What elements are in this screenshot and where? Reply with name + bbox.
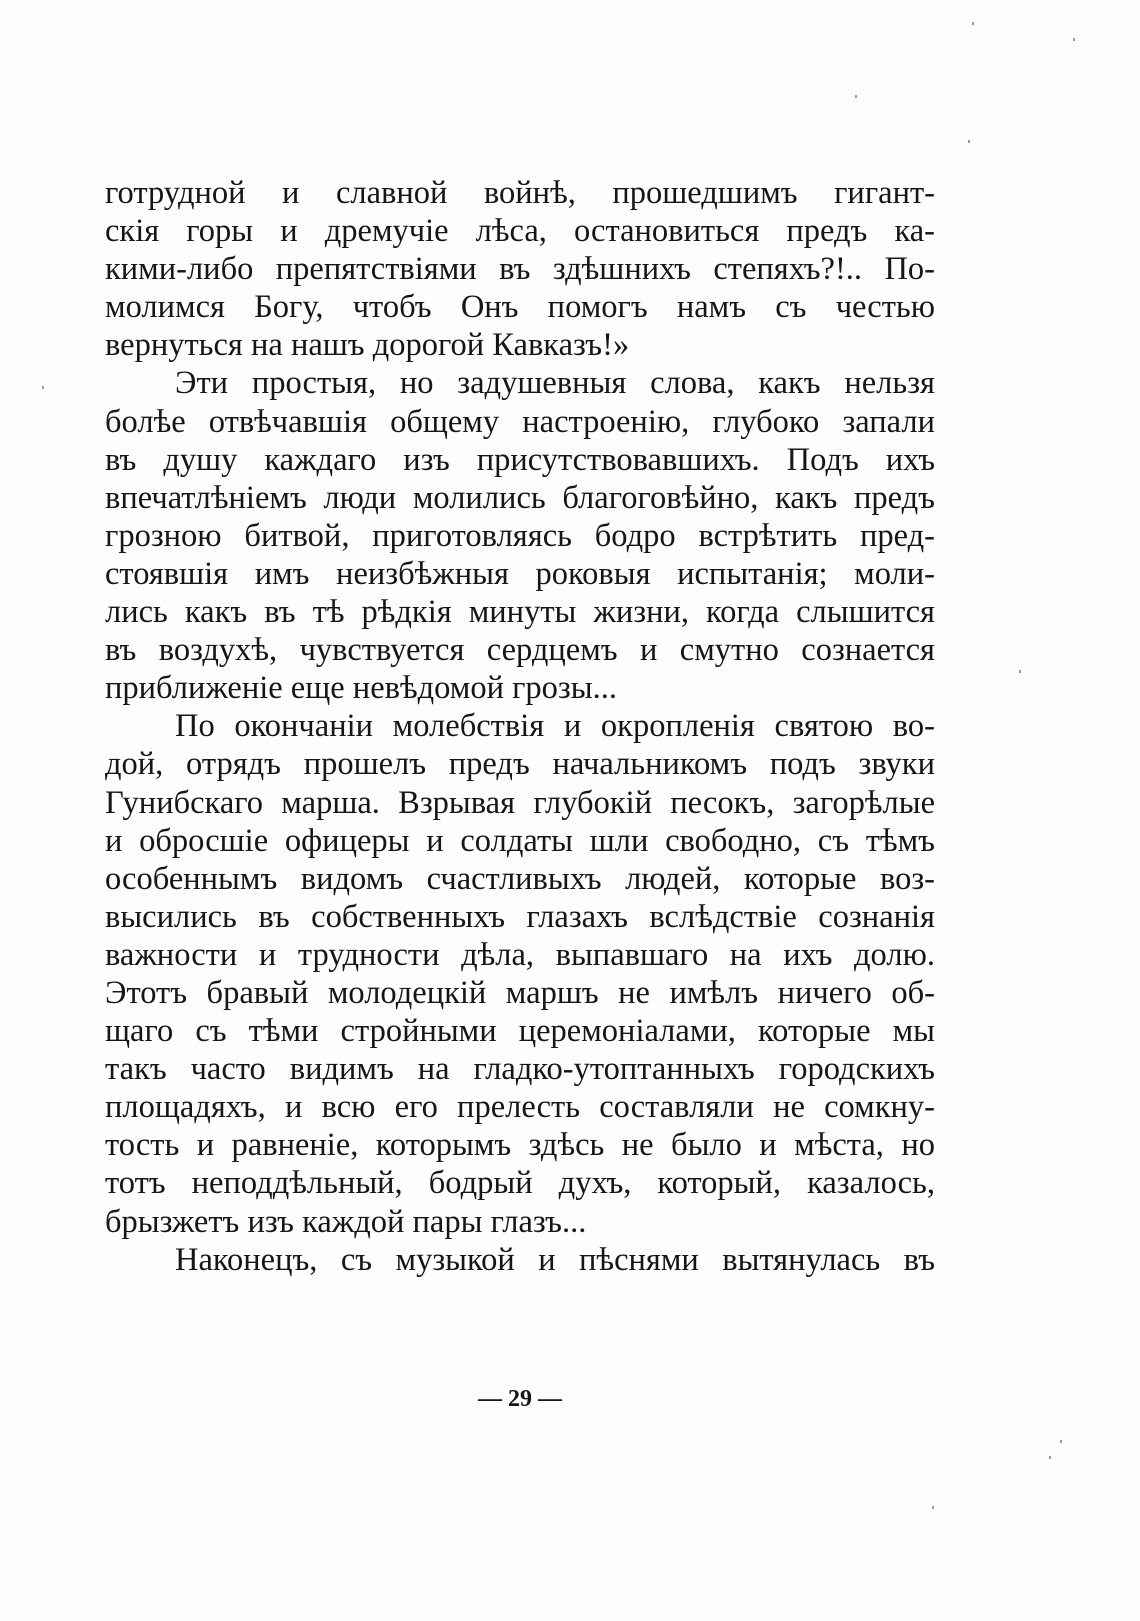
text-line: По окончаніи молебствія и окропленія святою во-	[175, 708, 935, 745]
scan-speck	[1049, 1456, 1051, 1459]
scan-speck	[1073, 38, 1075, 41]
text-line: тость и равненіе, которымъ здѣсь не было и мѣста, но	[105, 1127, 935, 1164]
text-line: болѣе отвѣчавшія общему настроенію, глубоко запали	[105, 403, 935, 440]
text-line: въ душу каждаго изъ присутствовавшихъ. Подъ ихъ	[105, 441, 935, 478]
body-text	[105, 174, 935, 1279]
text-line: важности и трудности дѣла, выпавшаго на ихъ долю.	[105, 936, 935, 973]
scan-speck	[1019, 670, 1021, 673]
text-line: такъ часто видимъ на гладко-утоптанныхъ городскихъ	[105, 1051, 935, 1088]
text-line: кими-либо препятствіями въ здѣшнихъ степяхъ?!.. По-	[105, 251, 935, 288]
text-line: въ воздухѣ, чувствуется сердцемъ и смутно сознается	[105, 632, 935, 669]
text-line: щаго съ тѣми стройными церемоніалами, которые мы	[105, 1013, 935, 1050]
text-line: стоявшія имъ неизбѣжныя роковыя испытанія; моли-	[105, 555, 935, 592]
text-line: готрудной и славной войнѣ, прошедшимъ гигант-	[105, 175, 935, 211]
text-line: молимся Богу, чтобъ Онъ помогъ намъ съ честью	[105, 289, 935, 326]
text-line: площадяхъ, и всю его прелесть составляли не сомкну-	[105, 1089, 935, 1126]
scan-speck	[42, 386, 44, 389]
text-line: грозною битвой, приготовляясь бодро встрѣтить пред-	[105, 517, 935, 554]
text-line: высились въ собственныхъ глазахъ вслѣдствіе сознанія	[105, 898, 935, 935]
text-line: приближеніе еще невѣдомой грозы...	[105, 670, 617, 707]
text-line: особеннымъ видомъ счастливыхъ людей, которые воз-	[105, 860, 935, 897]
scan-speck	[855, 95, 857, 98]
text-line: Эти простыя, но задушевныя слова, какъ нельзя	[175, 365, 935, 402]
text-line: Наконецъ, съ музыкой и пѣснями вытянулась въ	[175, 1241, 935, 1278]
text-line: вернуться на нашъ дорогой Кавказъ!»	[105, 327, 630, 364]
scan-speck	[1060, 1440, 1062, 1443]
text-line: скія горы и дремучіе лѣса, остановиться предъ ка-	[105, 213, 935, 250]
text-line: и обросшіе офицеры и солдаты шли свободно, съ тѣмъ	[105, 822, 935, 859]
scan-speck	[972, 22, 974, 25]
text-line: тотъ неподдѣльный, бодрый духъ, который, казалось,	[105, 1165, 935, 1202]
scan-speck	[968, 140, 970, 143]
text-line: впечатлѣніемъ люди молились благоговѣйно, какъ предъ	[105, 479, 935, 516]
text-line: дой, отрядъ прошелъ предъ начальникомъ подъ звуки	[105, 746, 935, 783]
text-line: брызжетъ изъ каждой пары глазъ...	[105, 1203, 587, 1240]
page-number: — 29 —	[478, 1386, 562, 1412]
text-line: Гунибскаго марша. Взрывая глубокій песокъ, загорѣлые	[105, 784, 935, 821]
text-line: Этотъ бравый молодецкій маршъ не имѣлъ ничего об-	[105, 974, 935, 1011]
scan-speck	[932, 1506, 934, 1509]
text-line: лись какъ въ тѣ рѣдкія минуты жизни, когда слышится	[105, 594, 935, 631]
